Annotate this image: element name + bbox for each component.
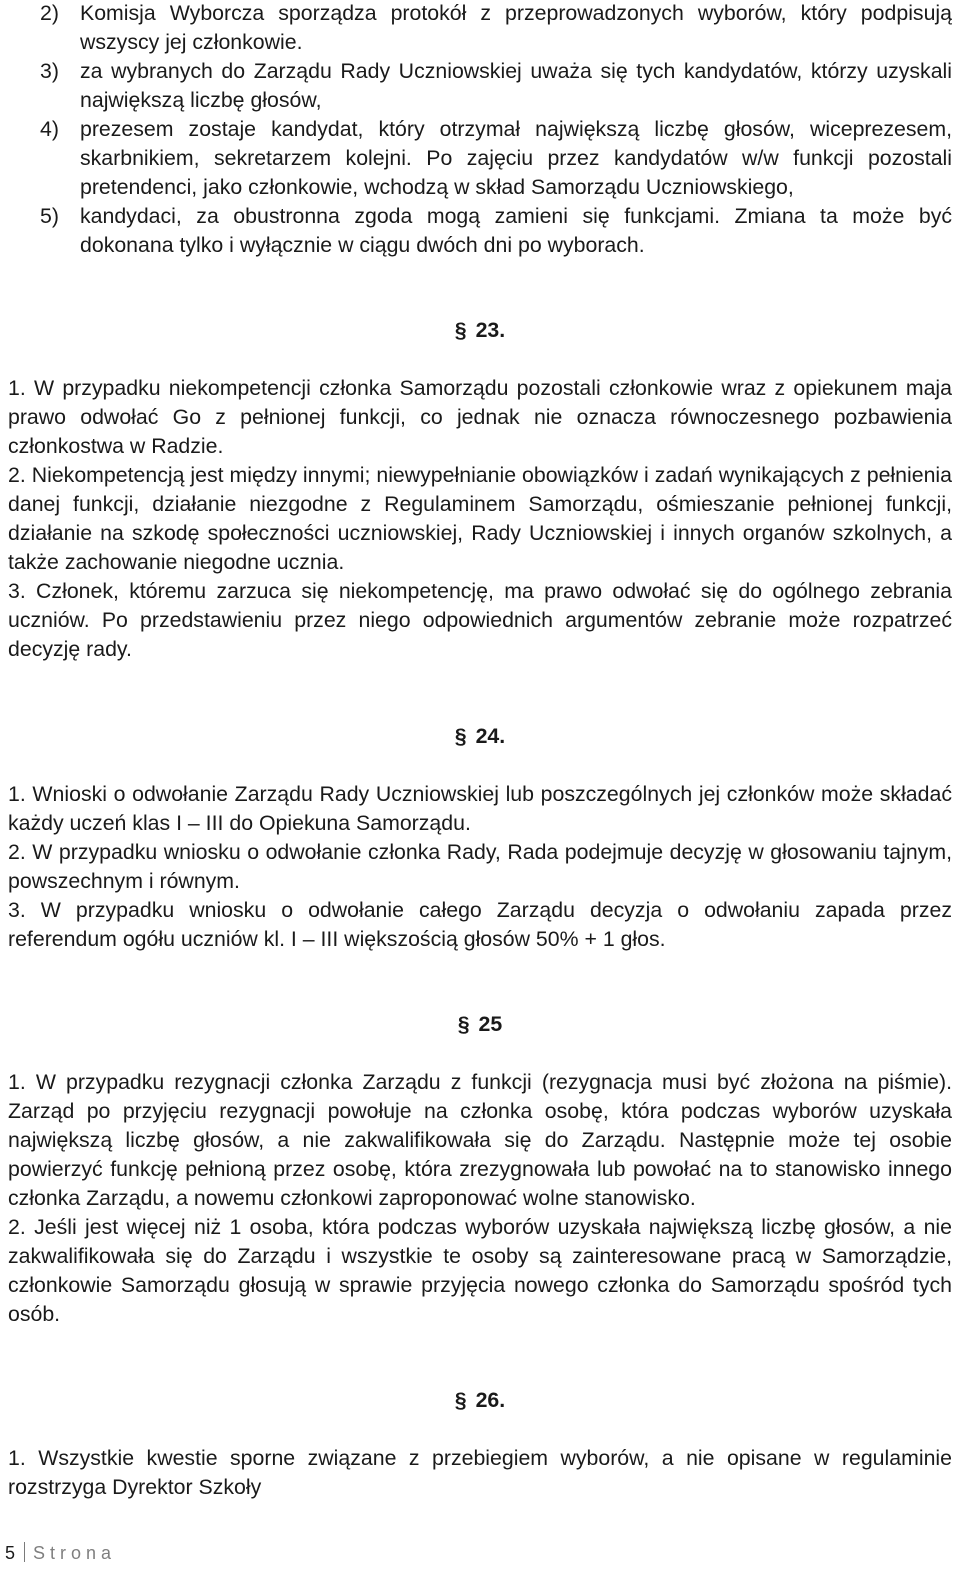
list-item-text: kandydaci, za obustronna zgoda mogą zamieni się funkcjami. Zmiana ta może być dokonana tylko i wyłącznie w ciągu dwóch dni po wyborach. (80, 204, 952, 257)
paragraph: 2. Jeśli jest więcej niż 1 osoba, która podczas wyborów uzyskała największą liczbę głosów, a nie zakwalifikowała się do Zarządu i wszystkie te osoby są zainteresowane pracą w Samorządzie, członkowie Samorządu głosują w sprawie przyjęcia nowego członka do Samorządu spośród tych osób. (8, 1215, 952, 1326)
page-label: Strona (33, 1543, 117, 1563)
page-footer (5, 1540, 116, 1566)
section-sign: § (454, 318, 467, 342)
section-heading (0, 722, 960, 751)
section-number: 25 (478, 1012, 503, 1036)
section-body (8, 780, 952, 954)
list-item-number: 5) (40, 204, 59, 228)
section-heading (0, 1386, 960, 1415)
section-number: 26. (475, 1388, 506, 1412)
paragraph: 3. Członek, któremu zarzuca się niekompetencję, ma prawo odwołać się do ogólnego zebrania uczniów. Po przedstawieniu przez niego odpowiednich argumentów zebranie może rozpatrzeć decyzję rady. (8, 579, 952, 661)
section-body (8, 1068, 952, 1329)
list-item-number: 4) (40, 117, 59, 141)
list-item-number: 3) (40, 59, 59, 83)
section-number: 24. (475, 724, 506, 748)
paragraph: 1. Wnioski o odwołanie Zarządu Rady Uczniowskiej lub poszczególnych jej członków może składać każdy uczeń klas I – III do Opiekuna Samorządu. (8, 782, 952, 835)
list-item (8, 202, 952, 260)
intro-list (8, 0, 952, 260)
paragraph: 1. W przypadku niekompetencji członka Samorządu pozostali członkowie wraz z opiekunem maja prawo odwołać Go z pełnionej funkcji, co jednak nie oznacza równoczesnego pozbawienia członkostwa w Radzie. (8, 376, 952, 458)
list-item-text: za wybranych do Zarządu Rady Uczniowskiej uważa się tych kandydatów, którzy uzyskali największą liczbę głosów, (80, 59, 952, 112)
list-item (8, 115, 952, 202)
paragraph: 1. Wszystkie kwestie sporne związane z przebiegiem wyborów, a nie opisane w regulaminie rozstrzyga Dyrektor Szkoły (8, 1446, 952, 1499)
section-sign: § (457, 1012, 470, 1036)
section-sign: § (454, 724, 467, 748)
paragraph: 1. W przypadku rezygnacji członka Zarządu z funkcji (rezygnacja musi być złożona na piśmie). Zarząd po przyjęciu rezygnacji powołuje na członka osobę, która podczas wyborów uzyskała największą liczbę głosów, a nie zakwalifikowała się do Zarządu. Następnie może tej osobie powierzyć funkcję pełnioną przez osobę, która zrezygnowała lub powołać na to stanowisko innego członka Zarządu, a nowemu członkowi zaproponować wolne stanowisko. (8, 1070, 952, 1210)
section-heading (0, 316, 960, 345)
section-body (8, 374, 952, 664)
section-body (8, 1444, 952, 1502)
section-heading (0, 1010, 960, 1039)
list-item-number: 2) (40, 1, 59, 25)
list-item-text: Komisja Wyborcza sporządza protokół z przeprowadzonych wyborów, który podpisują wszyscy jej członkowie. (80, 1, 952, 54)
list-item-text: prezesem zostaje kandydat, który otrzymał największą liczbę głosów, wiceprezesem, skarbnikiem, sekretarzem kolejni. Po zajęciu przez kandydatów w/w funkcji pozostali pretendenci, jako członkowie, wchodzą w skład Samorządu Uczniowskiego, (80, 117, 952, 199)
footer-divider (24, 1542, 25, 1562)
section-number: 23. (475, 318, 506, 342)
page-number: 5 (5, 1543, 16, 1563)
paragraph: 3. W przypadku wniosku o odwołanie całego Zarządu decyzja o odwołaniu zapada przez referendum ogółu uczniów kl. I – III większością głosów 50% + 1 głos. (8, 898, 952, 951)
section-sign: § (454, 1388, 467, 1412)
paragraph: 2. W przypadku wniosku o odwołanie członka Rady, Rada podejmuje decyzję w głosowaniu tajnym, powszechnym i równym. (8, 840, 952, 893)
list-item (8, 0, 952, 57)
paragraph: 2. Niekompetencją jest między innymi; niewypełnianie obowiązków i zadań wynikających z pełnienia danej funkcji, działanie niezgodne z Regulaminem Samorządu, ośmieszanie pełnionej funkcji, działanie na szkodę społeczności uczniowskiej, Rady Uczniowskiej i innych organów szkolnych, a także zachowanie niegodne ucznia. (8, 463, 952, 574)
list-item (8, 57, 952, 115)
